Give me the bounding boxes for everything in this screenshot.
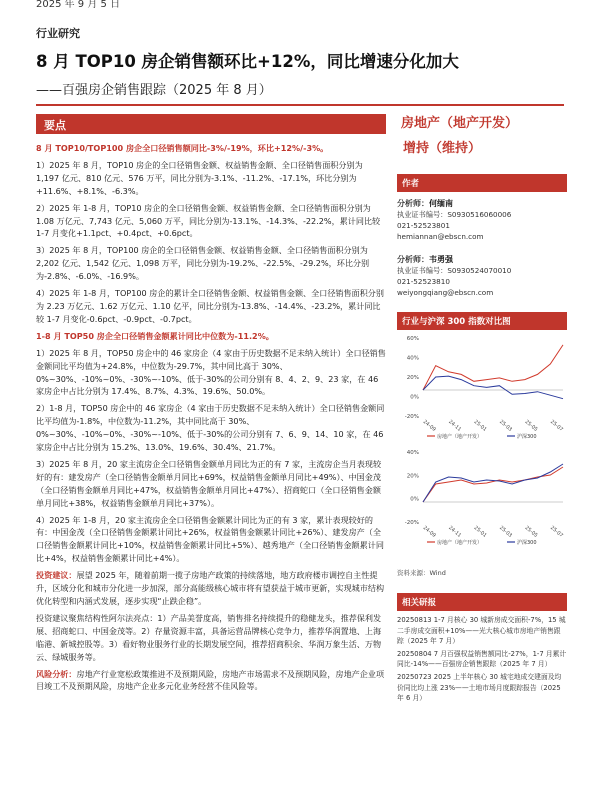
- x-tick-label: 25-01: [472, 524, 488, 539]
- related-report-2[interactable]: 20250804 7 月百强权益销售额同比-27%，1-7 月累计同比-14%——百强房企销售跟踪（2025 年 7 月）: [397, 649, 567, 669]
- series-line: [423, 467, 563, 502]
- investment-advice-text: 展望 2025 年，随着前期一揽子房地产政策的持续落地，地方政府楼市调控自主性提升，区域分化和城市分化进一步加深，部分高能级核心城市将有望获益于城市更新，实现城市结构优化转型和内涵式发展，逐步实现“止跌企稳”。: [36, 570, 385, 606]
- chart-svg: [397, 330, 567, 568]
- legend-label: 房地产（地产开发）: [437, 434, 483, 440]
- y-tick-label: 60%: [406, 336, 419, 342]
- analyst-phone: 021-52523801: [397, 221, 450, 230]
- sidebar: [397, 112, 567, 706]
- analyst-block-1: [397, 198, 567, 242]
- analyst-phone: 021-52523810: [397, 277, 450, 286]
- risk-analysis-label: 风险分析：: [36, 668, 77, 679]
- investment-advice-label: 投资建议：: [36, 570, 77, 581]
- legend-label: 沪深300: [517, 540, 537, 546]
- chart-source: 资料来源：Wind: [397, 569, 446, 577]
- y-tick-label: 40%: [406, 355, 419, 362]
- paragraph-9: 投资建议聚焦结构性阿尔法亮点：1）产品美誉度高，销售排名持续提升的稳健龙头，推荐保利发展、招商蛇口、中国金茂等。2）存量资源丰富，具备运营品牌核心竞争力，推荐华润置地、上海临港、新城控股等。3）看好物业服务行业的长期发展空间，推荐招商积余、华润万象生活、万物云、绿城服务等。: [36, 612, 382, 662]
- key-points-label: 要点: [44, 119, 66, 132]
- y-tick-label: 0%: [410, 496, 419, 503]
- x-tick-label: 25-03: [498, 524, 514, 539]
- industry-name: 房地产（地产开发）: [401, 116, 519, 131]
- analyst-email[interactable]: hemiannan@ebscn.com: [397, 232, 484, 241]
- report-title: 8 月 TOP10 房企销售额环比+12%，同比增速分化加大: [36, 52, 459, 71]
- chart-section-label: 行业与沪深 300 指数对比图: [397, 312, 567, 330]
- header-divider: [36, 104, 564, 106]
- section-heading-1: 8 月 TOP10/TOP100 房企全口径销售额同比-3%/-19%，环比+12%/-3%。: [36, 143, 329, 153]
- y-tick-label: 20%: [406, 375, 419, 381]
- x-tick-label: 25-05: [523, 418, 539, 433]
- analyst-block-2: [397, 254, 567, 298]
- related-report-1[interactable]: 20250813 1-7 月核心 30 城新房成交面积-7%，15 城二手房成交面积+10%——光大核心城市房地产销售跟踪（2025 年 7 月）: [397, 616, 566, 646]
- risk-analysis-text: 房地产行业宽松政策推进不及预期风险，房地产市场需求不及预期风险，房地产企业项目竣工不及预期风险，房地产企业多元化业务经营不佳风险等。: [36, 668, 385, 692]
- related-report-3[interactable]: 20250723 2025 上半年核心 30 城宅地成交建面及均价同比均上涨 23%——土地市场月度跟踪报告（2025 年 6 月）: [397, 672, 562, 703]
- risk-analysis: [36, 668, 388, 694]
- related-research-label: 相关研报: [397, 593, 567, 611]
- report-subtitle: ——百强房企销售跟踪（2025 年 8 月）: [36, 83, 272, 98]
- analyst-role: 分析师：: [397, 255, 429, 264]
- report-date: 2025 年 9 月 5 日: [36, 0, 121, 10]
- analyst-name: 韦勇强: [429, 255, 453, 264]
- author-section-label: 作者: [397, 174, 567, 192]
- section-heading-2: 1-8 月 TOP50 房企全口径销售金额累计同比中位数为-11.2%。: [36, 330, 274, 341]
- y-tick-label: 40%: [406, 450, 419, 456]
- investment-advice: [36, 569, 388, 608]
- x-tick-label: 25-07: [548, 418, 564, 433]
- report-category: 行业研究: [36, 27, 80, 40]
- x-tick-label: 24-11: [447, 418, 463, 433]
- analyst-name: 何缅南: [429, 199, 453, 208]
- analyst-cert: 执业证书编号：S0930516060006: [397, 210, 512, 219]
- series-line: [423, 345, 563, 390]
- y-tick-label: -20%: [404, 520, 419, 526]
- related-research-list: [397, 615, 567, 704]
- paragraph-7: 3）2025 年 8 月，20 家主流房企全口径销售金额单月同比为正的有 7 家，主流房企当月表现较好的有：建发房产（全口径销售金额单月同比+69%，权益销售金额单月同比+49%）、中国金茂（全口径销售金额单月同比+47%，权益销售金额单月同比+47%）、招商蛇口（全口径销售金额单月同比+38%，权益销售金额单月同比+37%）。: [36, 458, 382, 508]
- legend-label: 房地产（地产开发）: [437, 540, 483, 546]
- paragraph-6: 2）1-8 月，TOP50 房企中的 46 家房企（4 家由于历史数据不足未纳入统计）全口径销售金额同比平均值为-1.8%，中位数为-11.2%，其中同比高于 30%、0%~30%、-10%~0%、-30%~-10%、低于-30%的公司分别有 7、6、9、14、10 家，在 46 家房企中占比分别为 15.2%、13.0%、19.6%、30.4%、21.7%。: [36, 403, 385, 453]
- y-tick-label: 0%: [410, 394, 419, 401]
- analyst-cert: 执业证书编号：S0930524070010: [397, 266, 512, 275]
- paragraph-8: 4）2025 年 1-8 月，20 家主流房企全口径销售金额累计同比为正的有 3 家，累计表现较好的有：中国金茂（全口径销售金额累计同比+26%，权益销售金额累计同比+26%）、建发房产（全口径销售金额累计同比+10%，权益销售金额累计同比+5%）、越秀地产（全口径销售金额累计同比+4%，权益销售金额累计同比+4%）。: [36, 514, 384, 564]
- paragraph-1: 1）2025 年 8 月，TOP10 房企的全口径销售金额、权益销售金额、全口径销售面积分别为 1,197 亿元、810 亿元、576 万平，同比分别为-3.1%、-11.2%、-17.1%，环比分别为+11.6%、+8.1%、-6.3%。: [36, 159, 363, 196]
- index-comparison-chart: [397, 330, 567, 568]
- rating-value: 增持（维持）: [403, 141, 482, 156]
- x-tick-label: 24-11: [447, 524, 463, 539]
- paragraph-5: 1）2025 年 8 月，TOP50 房企中的 46 家房企（4 家由于历史数据不足未纳入统计）全口径销售金额同比平均值为+24.8%，中位数为-29.7%，其中同比高于 30%、0%~30%、-10%~0%、-30%~-10%、低于-30%的公司分别有 8、4、2、9、23 家，在 46 家房企中占比分别为 17.4%、8.7%、4.3%、19.6%、50.0%。: [36, 347, 386, 397]
- analyst-email[interactable]: weiyongqiang@ebscn.com: [397, 288, 494, 297]
- x-tick-label: 24-09: [421, 524, 437, 539]
- legend-label: 沪深300: [517, 434, 537, 440]
- x-tick-label: 25-01: [472, 418, 488, 433]
- analyst-role: 分析师：: [397, 199, 429, 208]
- paragraph-2: 2）2025 年 1-8 月，TOP10 房企的全口径销售金额、权益销售金额、全口径销售面积分别为 1.08 万亿元、7,743 亿元、5,060 万平，同比分别为-13.1%、-14.3%、-22.2%，累计同比较 1-7 月变化+1.1pct、+0.4pct、+0.6pct。: [36, 202, 381, 239]
- y-tick-label: 20%: [406, 473, 419, 480]
- x-tick-label: 24-09: [421, 418, 437, 433]
- x-tick-label: 25-05: [523, 524, 539, 539]
- x-tick-label: 25-03: [498, 418, 514, 433]
- key-points-header: [36, 114, 386, 134]
- x-tick-label: 25-07: [548, 524, 564, 539]
- paragraph-4: 4）2025 年 1-8 月，TOP100 房企的累计全口径销售金额、权益销售金额、全口径销售面积分别为 2.23 万亿元、1.62 万亿元、1.10 亿平，同比分别为-13.8%、-14.4%、-23.2%，累计同比较 1-7 月变化-0.6pct、-0.9pct、-0.7pct。: [36, 288, 384, 324]
- series-line: [423, 376, 563, 399]
- y-tick-label: -20%: [404, 414, 419, 420]
- paragraph-3: 3）2025 年 8 月，TOP100 房企的全口径销售金额、权益销售金额、全口径销售面积分别为 2,202 亿元、1,542 亿元、1,098 万平，同比分别为-19.2%、-22.5%、-29.2%，环比分别为-2.8%、-6.0%、-16.9%。: [36, 245, 370, 282]
- main-content: [36, 142, 388, 697]
